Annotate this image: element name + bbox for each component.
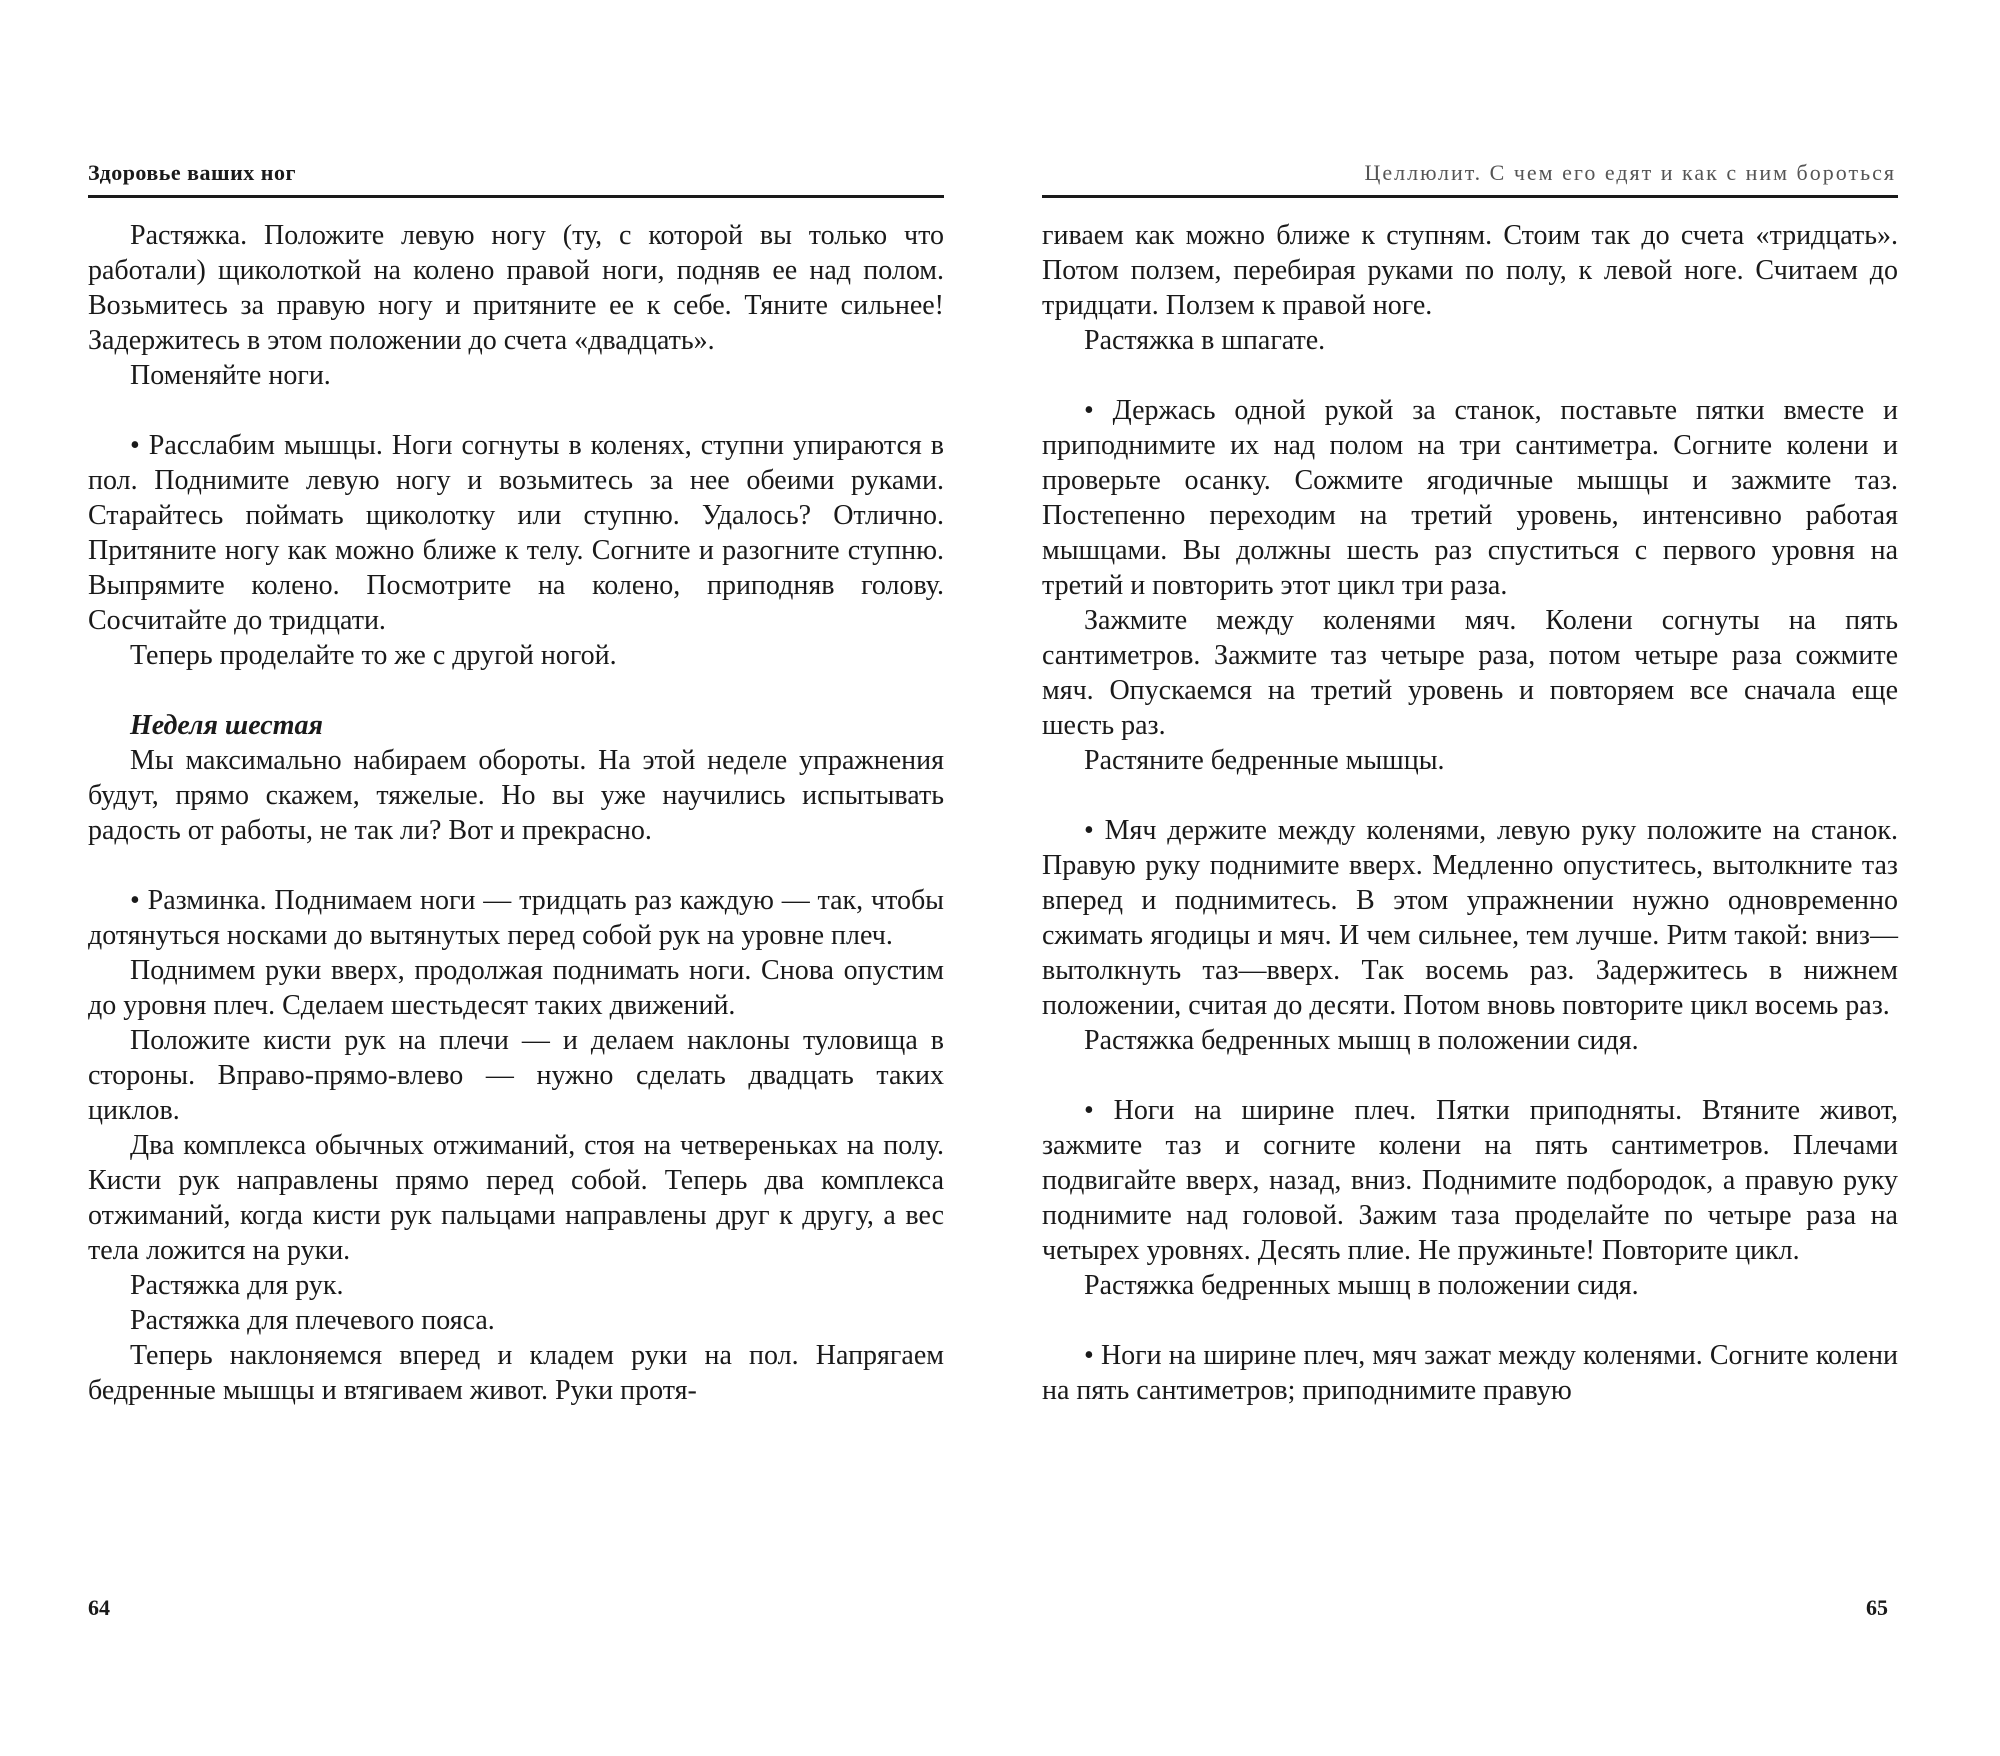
paragraph: Растяжка для рук.	[130, 1270, 344, 1301]
paragraph: Растяжка бедренных мышц в положении сидя.	[1084, 1270, 1639, 1301]
page-body	[1042, 218, 1898, 1408]
bullet-paragraph: • Ноги на ширине плеч, мяч зажат между коленями. Согните колени на пять сантиметров; приподнимите правую	[1042, 1340, 1898, 1406]
paragraph: Теперь наклоняемся вперед и кладем руки на пол. Напрягаем бедренные мышцы и втягиваем живот. Руки протя-	[88, 1340, 944, 1406]
header-rule	[88, 195, 944, 198]
paragraph: Растяжка. Положите левую ногу (ту, с которой вы только что работали) щиколоткой на колено правой ноги, подняв ее над полом. Возьмитесь за правую ногу и притяните ее к себе. Тяните сильнее! Задержитесь в этом положении до счета «двадцать».	[88, 220, 944, 356]
running-head: Здоровье ваших ног	[88, 160, 296, 185]
paragraph: Растяжка для плечевого пояса.	[130, 1305, 495, 1336]
bullet-paragraph: • Ноги на ширине плеч. Пятки приподняты. Втяните живот, зажмите таз и согните колени на пять сантиметров. Плечами подвигайте вверх, назад, вниз. Поднимите подбородок, а правую руку поднимите над головой. Зажим таза проделайте по четыре раза на четырех уровнях. Десять плие. Не пружиньте! Повторите цикл.	[1042, 1095, 1898, 1266]
paragraph: Поднимем руки вверх, продолжая поднимать ноги. Снова опустим до уровня плеч. Сделаем шестьдесят таких движений.	[88, 955, 944, 1021]
page-body	[88, 218, 944, 1408]
bullet-paragraph: • Мяч держите между коленями, левую руку положите на станок. Правую руку поднимите вверх. Медленно опуститесь, вытолкните таз вперед и поднимитесь. В этом упражнении нужно одновременно сжимать ягодицы и мяч. И чем сильнее, тем лучше. Ритм такой: вниз—вытолкнуть таз—вверх. Так восемь раз. Задержитесь в нижнем положении, считая до десяти. Потом вновь повторите цикл восемь раз.	[1042, 815, 1898, 1021]
paragraph: гиваем как можно ближе к ступням. Стоим так до счета «тридцать». Потом ползем, перебирая руками по полу, к левой ноге. Считаем до тридцати. Ползем к правой ноге.	[1042, 220, 1898, 321]
running-head: Целлюлит. С чем его едят и как с ним бороться	[1364, 160, 1896, 185]
paragraph: Положите кисти рук на плечи — и делаем наклоны туловища в стороны. Вправо-прямо-влево — нужно сделать двадцать таких циклов.	[88, 1025, 944, 1126]
paragraph: Два комплекса обычных отжиманий, стоя на четвереньках на полу. Кисти рук направлены прямо перед собой. Теперь два комплекса отжиманий, когда кисти рук пальцами направлены друг к другу, а вес тела ложится на руки.	[88, 1130, 944, 1266]
page-number: 64	[88, 1595, 110, 1620]
paragraph: Растяните бедренные мышцы.	[1084, 745, 1445, 776]
page-number: 65	[1866, 1595, 1888, 1620]
bullet-paragraph: • Разминка. Поднимаем ноги — тридцать раз каждую — так, чтобы дотянуться носками до вытянутых перед собой рук на уровне плеч.	[88, 885, 944, 951]
paragraph: Растяжка бедренных мышц в положении сидя.	[1084, 1025, 1639, 1056]
paragraph: Растяжка в шпагате.	[1084, 325, 1326, 356]
paragraph: Зажмите между коленями мяч. Колени согнуты на пять сантиметров. Зажмите таз четыре раза, потом четыре раза сожмите мяч. Опускаемся на третий уровень и повторяем все сначала еще шесть раз.	[1042, 605, 1898, 741]
paragraph: Теперь проделайте то же с другой ногой.	[130, 640, 617, 671]
paragraph: Мы максимально набираем обороты. На этой неделе упражнения будут, прямо скажем, тяжелые. Но вы уже научились испытывать радость от работы, не так ли? Вот и прекрасно.	[88, 745, 944, 846]
section-subheading: Неделя шестая	[130, 710, 323, 741]
paragraph: Поменяйте ноги.	[130, 360, 331, 391]
bullet-paragraph: • Расслабим мышцы. Ноги согнуты в коленях, ступни упираются в пол. Поднимите левую ногу и возьмитесь за нее обеими руками. Старайтесь поймать щиколотку или ступню. Удалось? Отлично. Притяните ногу как можно ближе к телу. Согните и разогните ступню. Выпрямите колено. Посмотрите на колено, приподняв голову. Сосчитайте до тридцати.	[88, 430, 944, 636]
header-rule	[1042, 195, 1898, 198]
right-page	[1000, 0, 2000, 1756]
bullet-paragraph: • Держась одной рукой за станок, поставьте пятки вместе и приподнимите их над полом на три сантиметра. Согните колени и проверьте осанку. Сожмите ягодичные мышцы и зажмите таз. Постепенно переходим на третий уровень, интенсивно работая мышцами. Вы должны шесть раз спуститься с первого уровня на третий и повторить этот цикл три раза.	[1042, 395, 1898, 601]
